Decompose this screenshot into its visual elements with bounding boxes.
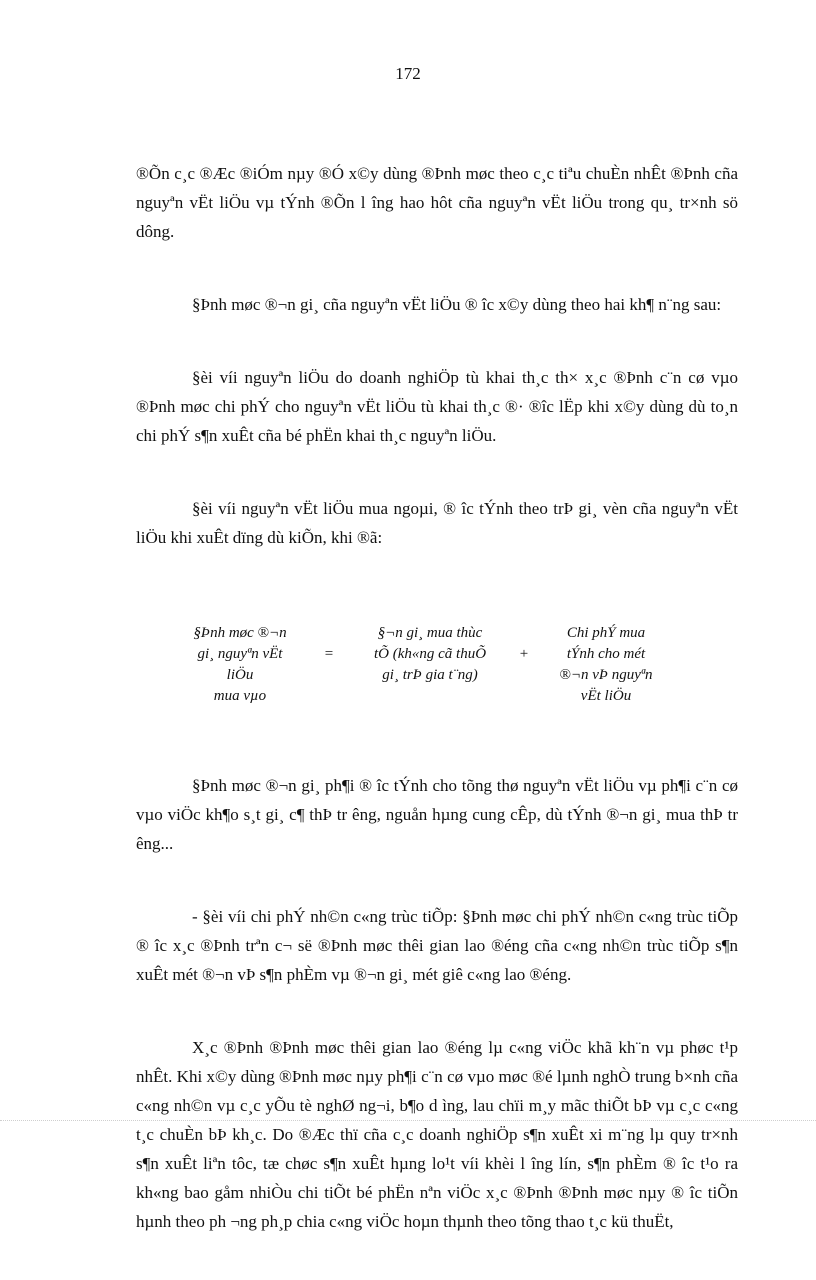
- paragraph-continuation: ®Õn c¸c ®Æc ®iÓm nµy ®Ó x©y dùng ®Þnh møc theo c¸c tiªu chuÈn nhÊt ®Þnh cña nguyªn vËt liÖu vµ tÝnh ®Õn l îng hao hôt cña nguyªn vËt liÖu trong qu¸ tr×nh sö dông.: [136, 164, 738, 241]
- formula-left-term: §Þnh møc ®¬n gi¸ nguyªn vËt liÖu mua vµo: [193, 625, 287, 704]
- body-text: [136, 130, 738, 1280]
- page-number: 172: [395, 64, 421, 83]
- formula-right-term: Chi phÝ mua tÝnh cho mét ®¬n vÞ nguyªn vËt liÖu: [559, 625, 653, 704]
- paragraph-purchased-materials: §èi víi nguyªn vËt liÖu mua ngoµi, ® îc tÝnh theo trÞ gi¸ vèn cña nguyªn vËt liÖu khi xuÊt dïng dù kiÕn, khi ®ã:: [136, 499, 738, 547]
- paragraph-self-extracted-materials: §èi víi nguyªn liÖu do doanh nghiÖp tù khai th¸c th× x¸c ®Þnh c¨n cø vµo ®Þnh møc chi phÝ cho nguyªn vËt liÖu tù khai th¸c ®· ®îc lËp khi x©y dùng dù to¸n chi phÝ s¶n xuÊt cña bé phËn khai th¸c nguyªn liÖu.: [136, 368, 738, 445]
- paragraph-direct-labor: - §èi víi chi phÝ nh©n c«ng trùc tiÕp: §Þnh møc chi phÝ nh©n c«ng trùc tiÕp ® îc x¸c ®Þnh trªn c¬ së ®Þnh møc thêi gian lao ®éng cña c«ng nh©n trùc tiÕp s¶n xuÊt mét ®¬n vÞ s¶n phÈm vµ ®¬n gi¸ mét giê c«ng lao ®éng.: [136, 907, 738, 984]
- unit-price-formula: [136, 623, 738, 707]
- formula-middle-term: §¬n gi¸ mua thùc tÕ (kh«ng cã thuÕ gi¸ trÞ gia t¨ng): [373, 625, 487, 683]
- paragraph-unit-price-intro: §Þnh møc ®¬n gi¸ cña nguyªn vËt liÖu ® îc x©y dùng theo hai kh¶ n¨ng sau:: [192, 295, 722, 314]
- formula-plus-sign: +: [519, 646, 529, 662]
- page-bottom-rule: [0, 1120, 816, 1121]
- formula-equals-sign: =: [324, 646, 334, 662]
- paragraph-unit-price-survey: §Þnh møc ®¬n gi¸ ph¶i ® îc tÝnh cho tõng thø nguyªn vËt liÖu vµ ph¶i c¨n cø vµo viÖc kh¶o s¸t gi¸ c¶ thÞ tr êng, nguån hµng cung cÊp, dù tÝnh ®¬n gi¸ mua thÞ tr êng...: [136, 776, 738, 853]
- paragraph-labor-time-norm: X¸c ®Þnh ®Þnh møc thêi gian lao ®éng lµ c«ng viÖc khã kh¨n vµ phøc t¹p nhÊt. Khi x©y dùng ®Þnh møc nµy ph¶i c¨n cø vµo møc ®é lµnh nghÒ trung b×nh cña c«ng nh©n vµ c¸c yÕu tè nghØ ng¬i, b¶o d ìng, lau chïi m¸y mãc thiÕt bÞ vµ c¸c c«ng t¸c chuÈn bÞ kh¸c. Do ®Æc thï cña c¸c doanh nghiÖp s¶n xuÊt xi m¨ng lµ quy tr×nh s¶n xuÊt liªn tôc, tæ chøc s¶n xuÊt hµng lo¹t víi khèi l îng lín, s¶n phÈm ® îc t¹o ra kh«ng bao gåm nhiÒu chi tiÕt bé phËn nªn viÖc x¸c ®Þnh ®Þnh møc nµy ® îc tiÕn hµnh theo ph ¬ng ph¸p chia c«ng viÖc hoµn thµnh theo tõng thao t¸c kü thuËt,: [136, 1038, 738, 1231]
